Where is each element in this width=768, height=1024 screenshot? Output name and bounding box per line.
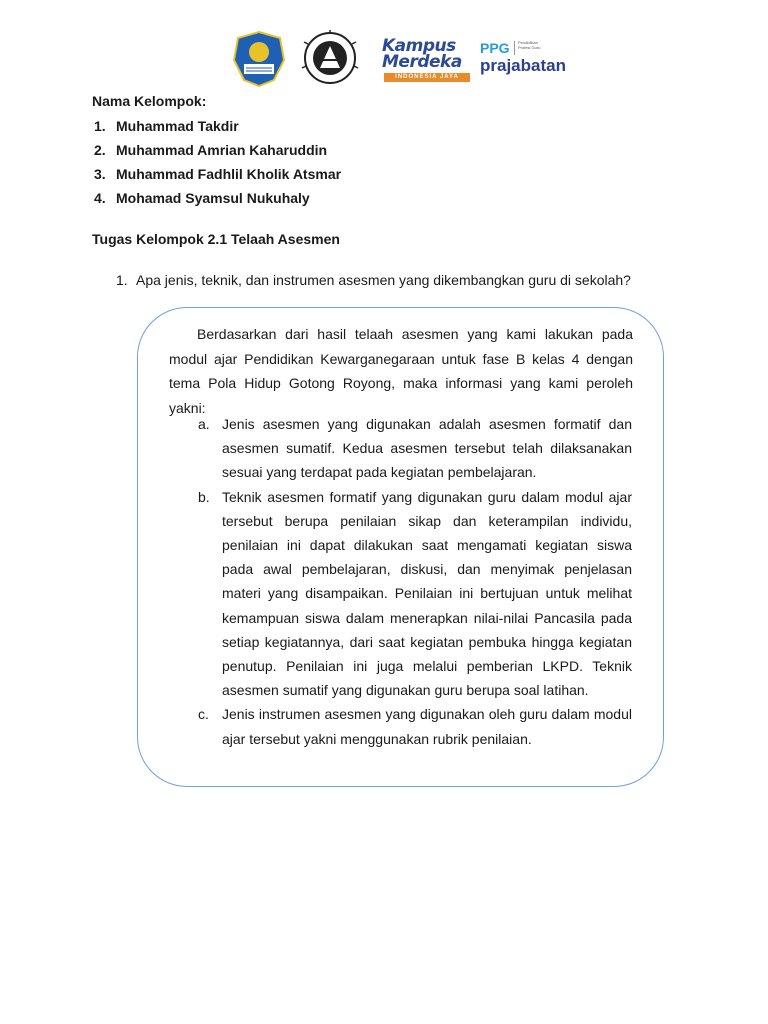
point-text: Jenis asesmen yang digunakan adalah asesmen formatif dan asesmen sumatif. Kedua asesmen tersebut telah dilaksanakan sesuai yang terdapat pada kegiatan pembelajaran.	[222, 416, 632, 481]
member-number: 2.	[94, 142, 106, 158]
member-name: Muhammad Takdir	[116, 118, 239, 134]
ppg-prajabatan-logo	[480, 38, 566, 84]
kampus-tagline: INDONESIA JAYA	[384, 73, 470, 82]
task-title: Tugas Kelompok 2.1 Telaah Asesmen	[92, 231, 340, 247]
header-logos	[230, 30, 566, 92]
member-name: Muhammad Amrian Kaharuddin	[116, 142, 328, 158]
member-number: 3.	[94, 166, 106, 182]
kemdikbud-logo-icon	[230, 30, 288, 88]
kampus-merdeka-logo	[370, 36, 476, 84]
member-name: Mohamad Syamsul Nukuhaly	[116, 190, 310, 206]
answer-point	[198, 412, 632, 485]
question-item	[116, 272, 631, 288]
answer-point	[198, 702, 632, 750]
member-name: Muhammad Fadhlil Kholik Atsmar	[116, 166, 342, 182]
question-number: 1.	[116, 272, 128, 288]
member-item	[94, 186, 341, 210]
point-letter: c.	[198, 706, 209, 723]
point-text: Jenis instrumen asesmen yang digunakan oleh guru dalam modul ajar tersebut yakni menggunakan rubrik penilaian.	[222, 706, 632, 747]
answer-points	[198, 412, 632, 751]
group-label: Nama Kelompok:	[92, 93, 207, 109]
unm-logo-icon	[292, 30, 368, 90]
point-text: Teknik asesmen formatif yang digunakan guru dalam modul ajar tersebut berupa penilaian sikap dan keterampilan individu, penilaian ini dapat dilakukan saat mengamati kegiatan siswa pada awal pembelajaran, diskusi, dan menyimak penjelasan materi yang disampaikan. Penilaian ini bertujuan untuk melihat kemampuan siswa dalam menerapkan nilai-nilai Pancasila pada setiap kegiatannya, dari saat kegiatan pembuka hingga kegiatan penutup. Penilaian ini juga melalui pemberian LKPD. Teknik asesmen sumatif yang digunakan guru berupa soal latihan.	[222, 488, 632, 699]
answer-point	[198, 485, 632, 703]
member-number: 4.	[94, 190, 106, 206]
ppg-divider	[514, 41, 515, 55]
point-letter: b.	[198, 488, 210, 505]
point-letter: a.	[198, 416, 210, 432]
prajabatan-text: prajabatan	[480, 56, 566, 75]
question-text: Apa jenis, teknik, dan instrumen asesmen yang dikembangkan guru di sekolah?	[136, 272, 631, 288]
member-item	[94, 162, 341, 186]
ppg-text: PPG	[480, 40, 510, 56]
member-item	[94, 138, 341, 162]
merdeka-text: Merdeka	[382, 52, 462, 72]
member-list	[94, 114, 341, 210]
member-number: 1.	[94, 118, 106, 134]
answer-intro: Berdasarkan dari hasil telaah asesmen yang kami lakukan pada modul ajar Pendidikan Kewarganegaraan untuk fase B kelas 4 dengan tema Pola Hidup Gotong Royong, maka informasi yang kami peroleh yakni:	[169, 326, 633, 416]
kampus-text: Kampus	[382, 36, 456, 56]
member-item	[94, 114, 341, 138]
ppg-subtitle: Pendidikan Profesi Guru	[518, 40, 541, 50]
